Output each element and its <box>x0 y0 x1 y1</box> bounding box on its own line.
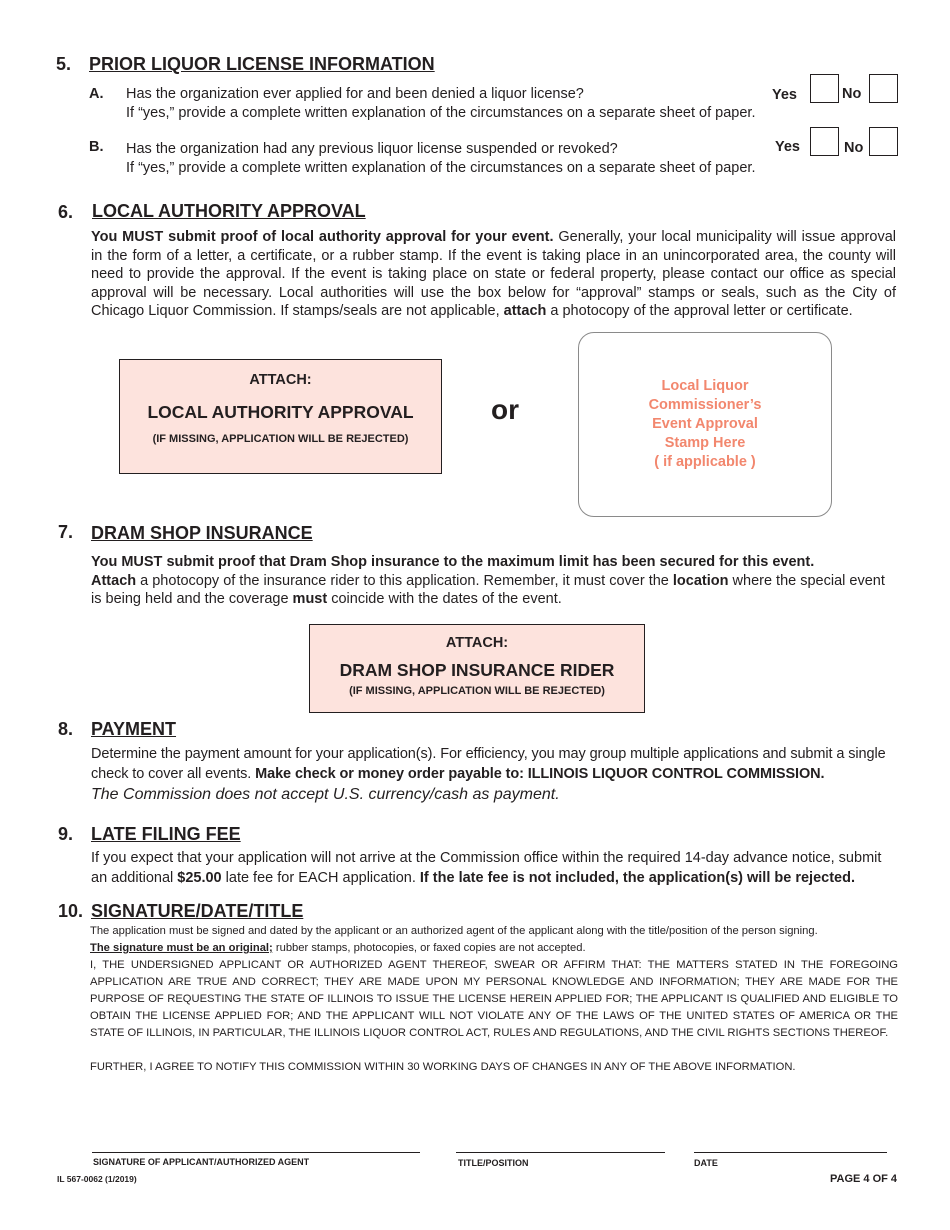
question-b-yes-checkbox[interactable] <box>810 127 839 156</box>
local-authority-attach-note: (IF MISSING, APPLICATION WILL BE REJECTED) <box>152 433 409 445</box>
date-label: DATE <box>694 1158 718 1168</box>
section-7-attach-word: Attach <box>91 572 137 589</box>
section-10-oath: I, THE UNDERSIGNED APPLICANT OR AUTHORIZED AGENT THEREOF, SWEAR OR AFFIRM THAT: THE MATTERS STATED IN THE FOREGOING APPLICATION ARE TRUE AND CORRECT; THEY ARE MADE UPON MY PERSONAL KNOWLEDGE AND INFORMATION; THEY ARE MADE FOR THE PURPOSE OF REQUESTING THE STATE OF ILLINOIS TO ISSUE THE LICENSE HEREIN APPLIED FOR; THE APPLICANT IS QUALIFIED AND ELIGIBLE TO OBTAIN THE LICENSE APPLIED FOR; AND THE APPLICANT WILL NOT VIOLATE ANY OF THE LAWS OF THE UNITED STATES OF AMERICA OR THE STATE OF ILLINOIS, IN PARTICULAR, THE ILLINOIS LIQUOR CONTROL ACT, RULES AND REGULATIONS, AND THE CIVIL RIGHTS SECTIONS THEREOF. <box>90 959 898 1039</box>
question-a-text <box>126 85 755 123</box>
section-6-body <box>91 228 896 321</box>
title-position-label: TITLE/POSITION <box>458 1158 529 1168</box>
section-7-text2: where the special event is being held and the coverage <box>91 572 885 607</box>
section-7-bold1: You MUST submit proof that Dram Shop insurance to the maximum limit has been secured for this event. <box>91 554 815 570</box>
section-9-heading: LATE FILING FEE <box>91 824 241 844</box>
section-10-line2-rest: rubber stamps, photocopies, or faxed copies are not accepted. <box>272 942 586 954</box>
date-line[interactable] <box>694 1152 887 1153</box>
section-6-heading: LOCAL AUTHORITY APPROVAL <box>92 201 366 221</box>
stamp-line3: Event Approval <box>652 416 758 432</box>
section-10-further: FURTHER, I AGREE TO NOTIFY THIS COMMISSION WITHIN 30 WORKING DAYS OF CHANGES IN ANY OF THE ABOVE INFORMATION. <box>90 1061 796 1073</box>
question-b-line2: If “yes,” provide a complete written explanation of the circumstances on a separate sheet of paper. <box>126 160 756 176</box>
section-9-body <box>91 848 897 888</box>
question-a-line2: If “yes,” provide a complete written explanation of the circumstances on a separate sheet of paper. <box>126 105 756 121</box>
section-10-heading: SIGNATURE/DATE/TITLE <box>91 901 304 921</box>
section-8-heading: PAYMENT <box>91 719 177 739</box>
or-separator: or <box>491 394 519 425</box>
question-a-no-label: No <box>842 86 862 102</box>
section-10-number: 10. <box>58 901 84 921</box>
section-10-line1: The application must be signed and dated by the applicant or an authorized agent of the applicant along with the title/position of the person signing. <box>90 925 818 937</box>
question-b-no-checkbox[interactable] <box>869 127 898 156</box>
stamp-line2: Commissioner’s <box>648 397 762 413</box>
section-6-number: 6. <box>58 202 74 222</box>
local-authority-attach-title: LOCAL AUTHORITY APPROVAL <box>147 402 414 422</box>
section-8-payable-to: Make check or money order payable to: ILLINOIS LIQUOR CONTROL COMMISSION. <box>255 766 825 782</box>
form-id: IL 567-0062 (1/2019) <box>57 1174 137 1184</box>
stamp-line4: Stamp Here <box>664 435 746 451</box>
question-b-no-label: No <box>844 140 864 156</box>
section-7-number: 7. <box>58 522 74 542</box>
question-a-no-checkbox[interactable] <box>869 74 898 103</box>
title-position-line[interactable] <box>456 1152 665 1153</box>
section-5-heading: PRIOR LIQUOR LICENSE INFORMATION <box>89 54 435 74</box>
section-7-text1: a photocopy of the insurance rider to this application. Remember, it must cover the <box>136 572 673 589</box>
dram-shop-attach-note: (IF MISSING, APPLICATION WILL BE REJECTED) <box>349 685 605 697</box>
question-a-letter: A. <box>89 86 104 102</box>
section-6-text2: a photocopy of the approval letter or certificate. <box>546 303 853 319</box>
signature-line[interactable] <box>92 1152 420 1153</box>
section-7-must-word: must <box>292 591 328 607</box>
question-a-line1: Has the organization ever applied for and been denied a liquor license? <box>126 86 584 102</box>
section-5-number: 5. <box>56 54 72 74</box>
stamp-line5: ( if applicable ) <box>654 454 756 470</box>
section-6-bold-lead: You MUST submit proof of local authority approval for your event. <box>91 229 554 245</box>
section-8-number: 8. <box>58 719 74 739</box>
section-8-text1: Determine the payment amount for your application(s). For efficiency, you may group multiple applications and submit a single check to cover all events. <box>91 746 886 782</box>
section-6-attach-word: attach <box>503 303 547 319</box>
question-a-yes-label: Yes <box>772 87 797 103</box>
question-b-text <box>126 140 755 178</box>
local-authority-attach-label: ATTACH: <box>249 372 312 388</box>
local-commissioner-stamp-box <box>578 332 832 517</box>
section-6-text1: Generally, your local municipality will issue approval in the form of a letter, a certificate, or a rubber stamp. If the event is taking place in an unincorporated area, the county will need to provide the approval. If the event is taking place on state or federal property, please contact our office as special approval will be necessary. Local authorities will use the box below for “approval” stamps or seals, such as the City of Chicago Liquor Commission. If stamps/seals are not applicable, <box>91 229 896 319</box>
section-8-body <box>91 744 897 784</box>
section-9-rejection-note: If the late fee is not included, the application(s) will be rejected. <box>419 870 855 886</box>
page-number: PAGE 4 OF 4 <box>830 1173 898 1185</box>
local-authority-attach-box <box>119 359 442 474</box>
dram-shop-attach-title: DRAM SHOP INSURANCE RIDER <box>339 660 615 680</box>
dram-shop-attach-label: ATTACH: <box>445 635 509 651</box>
section-9-fee: $25.00 <box>177 870 222 886</box>
dram-shop-attach-box <box>309 624 645 713</box>
section-7-location-word: location <box>672 572 729 589</box>
section-9-text1: If you expect that your application will not arrive at the Commission office within the required 14-day advance notice, submit an additional <box>91 850 882 886</box>
section-10-instructions <box>90 923 900 957</box>
section-7-body <box>91 553 896 609</box>
signature-label: SIGNATURE OF APPLICANT/AUTHORIZED AGENT <box>93 1157 310 1167</box>
question-a-yes-checkbox[interactable] <box>810 74 839 103</box>
section-8-no-cash-note: The Commission does not accept U.S. currency/cash as payment. <box>91 786 560 803</box>
question-b-line1: Has the organization had any previous liquor license suspended or revoked? <box>126 141 618 157</box>
section-10-original-note: The signature must be an original; <box>90 942 273 954</box>
stamp-line1: Local Liquor <box>661 378 749 394</box>
section-7-text3: coincide with the dates of the event. <box>327 591 562 607</box>
section-7-heading: DRAM SHOP INSURANCE <box>91 523 313 543</box>
section-9-text2: late fee for EACH application. <box>221 870 420 886</box>
question-b-letter: B. <box>89 139 104 155</box>
question-b-yes-label: Yes <box>775 139 800 155</box>
section-9-number: 9. <box>58 824 74 844</box>
